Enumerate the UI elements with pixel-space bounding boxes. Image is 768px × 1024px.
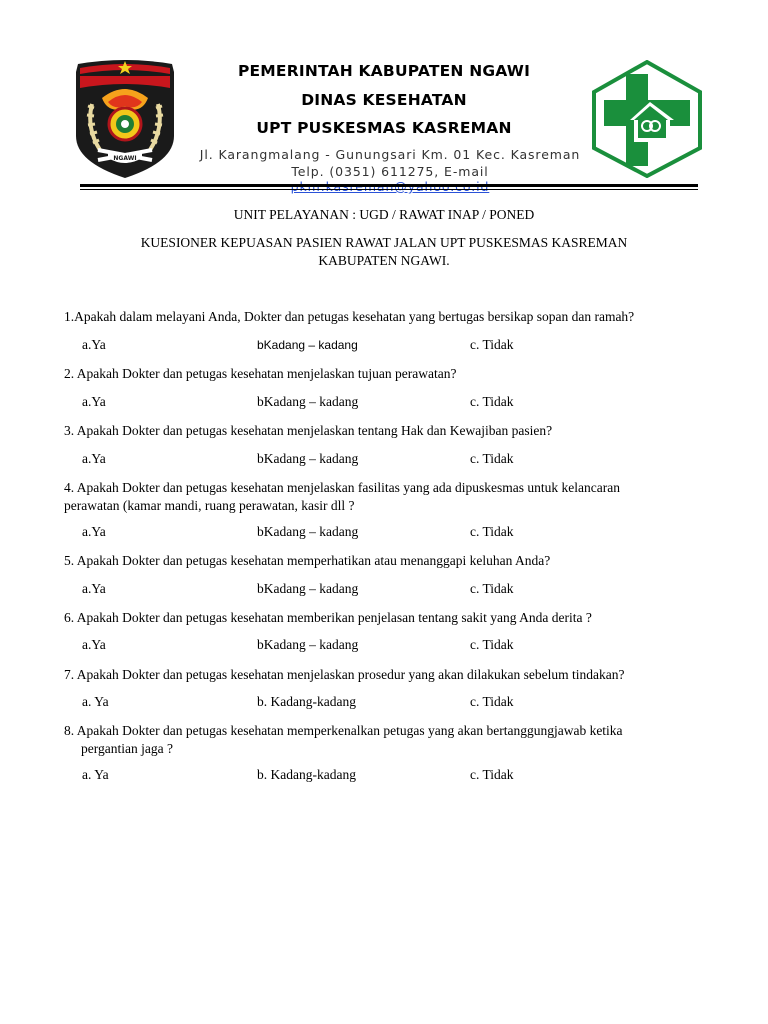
svg-text:NGAWI: NGAWI: [113, 155, 137, 162]
letterhead-divider-thin: [80, 189, 698, 190]
questionnaire-title-line1: KUESIONER KEPUASAN PASIEN RAWAT JALAN UPT PUSKESMAS KASREMAN: [140, 235, 628, 250]
address-line: Jl. Karangmalang - Gunungsari Km. 01 Kec. Kasreman: [199, 147, 581, 162]
q6-option-b[interactable]: bKadang – kadang: [257, 637, 359, 652]
q1-option-a[interactable]: a.Ya: [82, 337, 106, 352]
letterhead: [0, 0, 768, 200]
question-1: 1.Apakah dalam melayani Anda, Dokter dan petugas kesehatan yang bertugas bersikap sopan dan ramah?: [64, 309, 635, 324]
q7-option-a[interactable]: a. Ya: [82, 694, 109, 709]
q5-option-a[interactable]: a.Ya: [82, 581, 106, 596]
q7-option-c[interactable]: c. Tidak: [470, 694, 514, 709]
q8-option-a[interactable]: a. Ya: [82, 767, 109, 782]
questionnaire-title-line2: KABUPATEN NGAWI.: [318, 253, 450, 268]
question-2: 2. Apakah Dokter dan petugas kesehatan menjelaskan tujuan perawatan?: [64, 366, 457, 381]
q4-option-a[interactable]: a.Ya: [82, 524, 106, 539]
question-4-line1: 4. Apakah Dokter dan petugas kesehatan menjelaskan fasilitas yang ada dipuskesmas untuk kelancaran: [64, 480, 620, 495]
q6-option-a[interactable]: a.Ya: [82, 637, 106, 652]
service-unit: UNIT PELAYANAN : UGD / RAWAT INAP / PONED: [233, 207, 535, 222]
q3-option-a[interactable]: a.Ya: [82, 451, 106, 466]
q3-option-b[interactable]: bKadang – kadang: [257, 451, 359, 466]
question-3: 3. Apakah Dokter dan petugas kesehatan menjelaskan tentang Hak dan Kewajiban pasien?: [64, 423, 553, 438]
q7-option-b[interactable]: b. Kadang-kadang: [257, 694, 356, 709]
q5-option-c[interactable]: c. Tidak: [470, 581, 514, 596]
question-4: [64, 479, 724, 515]
q6-option-c[interactable]: c. Tidak: [470, 637, 514, 652]
q4-option-b[interactable]: bKadang – kadang: [257, 524, 359, 539]
letterhead-divider-thick: [80, 184, 698, 187]
government-name: PEMERINTAH KABUPATEN NGAWI: [237, 62, 531, 80]
phone-text: Telp. (0351) 611275, E-mail: [291, 164, 489, 179]
question-8: [64, 722, 724, 758]
q4-option-c[interactable]: c. Tidak: [470, 524, 514, 539]
question-4-line2: perawatan (kamar mandi, ruang perawatan, kasir dll ?: [64, 498, 355, 513]
q1-option-c[interactable]: c. Tidak: [470, 337, 514, 352]
question-5: 5. Apakah Dokter dan petugas kesehatan memperhatikan atau menanggapi keluhan Anda?: [64, 553, 551, 568]
q8-option-b[interactable]: b. Kadang-kadang: [257, 767, 356, 782]
q1-option-b[interactable]: bKadang – kadang: [257, 338, 358, 352]
question-8-line2: pergantian jaga ?: [81, 741, 173, 756]
institution-name: UPT PUSKESMAS KASREMAN: [256, 119, 512, 137]
question-6: 6. Apakah Dokter dan petugas kesehatan memberikan penjelasan tentang sakit yang Anda derita ?: [64, 610, 592, 625]
puskesmas-logo-icon: [590, 60, 704, 178]
q5-option-b[interactable]: bKadang – kadang: [257, 581, 359, 596]
question-7: 7. Apakah Dokter dan petugas kesehatan menjelaskan prosedur yang akan dilakukan sebelum tindakan?: [64, 667, 625, 682]
q2-option-c[interactable]: c. Tidak: [470, 394, 514, 409]
q3-option-c[interactable]: c. Tidak: [470, 451, 514, 466]
q2-option-b[interactable]: bKadang – kadang: [257, 394, 359, 409]
q2-option-a[interactable]: a.Ya: [82, 394, 106, 409]
q8-option-c[interactable]: c. Tidak: [470, 767, 514, 782]
question-8-line1: 8. Apakah Dokter dan petugas kesehatan memperkenalkan petugas yang akan bertanggungjawab ketika: [64, 723, 623, 738]
department-name: DINAS KESEHATAN: [301, 91, 467, 109]
